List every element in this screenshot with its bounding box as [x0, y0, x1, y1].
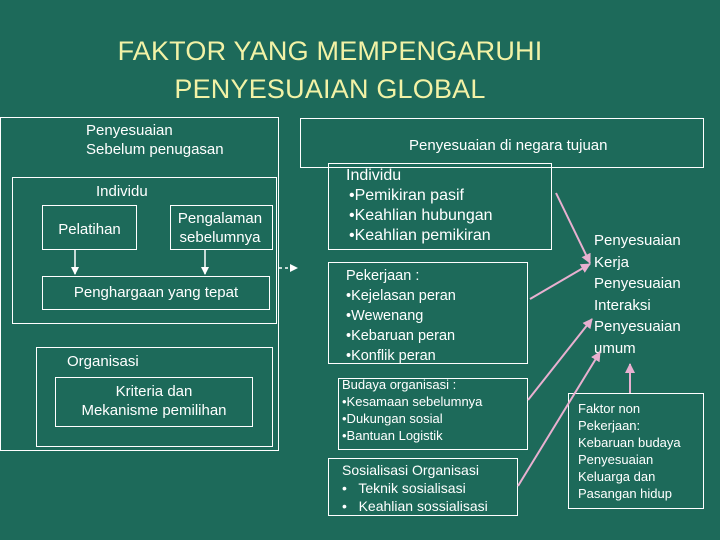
title-line-1: FAKTOR YANG MEMPENGARUHI	[117, 36, 543, 66]
reward-label: Penghargaan yang tepat	[73, 284, 239, 301]
outcome-line: Penyesuaian	[594, 275, 681, 292]
job-item: •Kejelasan peran	[346, 288, 456, 304]
job-to-outcome-arrow	[530, 264, 590, 299]
experience-label-line-2: sebelumnya	[179, 229, 261, 246]
culture-item: •Kesamaan sebelumnya	[342, 394, 483, 409]
non-work-line: Pasangan hidup	[578, 486, 672, 501]
experience-label-line-1: Pengalaman	[177, 210, 263, 227]
outcome-line: Kerja	[594, 253, 630, 271]
host-individual-item: •Keahlian hubungan	[349, 207, 493, 224]
job-label: Pekerjaan :	[346, 268, 420, 284]
socialization-item: • Teknik sosialisasi	[342, 480, 466, 496]
non-work-line: Penyesuaian	[578, 452, 654, 467]
title-line-2: PENYESUAIAN GLOBAL	[174, 74, 486, 104]
culture-to-outcome-arrow	[528, 319, 592, 400]
outcome-line: Penyesuaian	[594, 232, 681, 249]
pre-assignment-heading-line-2: Sebelum penugasan	[86, 141, 224, 158]
selection-label-line-1: Kriteria dan	[115, 383, 193, 400]
culture-item: •Bantuan Logistik	[342, 428, 443, 443]
outcome-line: Penyesuaian	[594, 318, 681, 335]
non-work-line: Faktor non	[578, 401, 641, 416]
individual-label: Individu	[96, 183, 148, 200]
host-individual-item: •Keahlian pemikiran	[349, 227, 491, 244]
organization-label: Organisasi	[67, 353, 139, 370]
socialization-item: • Keahlian sossialisasi	[342, 498, 488, 514]
non-work-line: Kebaruan budaya	[578, 435, 681, 450]
selection-label-line-2: Mekanisme pemilihan	[81, 402, 227, 419]
host-country-heading: Penyesuaian di negara tujuan	[409, 137, 608, 154]
outcome-line: Interaksi	[594, 296, 651, 314]
individual-to-outcome-arrow	[556, 193, 590, 263]
job-item: •Kebaruan peran	[346, 328, 456, 344]
socialization-to-outcome-arrow	[518, 352, 600, 486]
culture-label: Budaya organisasi :	[342, 377, 457, 392]
outcome-line: umum	[594, 339, 636, 357]
host-individual-label: Individu	[346, 167, 402, 184]
non-work-line: Pekerjaan:	[578, 418, 641, 433]
host-individual-item: •Pemikiran pasif	[349, 187, 464, 204]
job-item: •Wewenang	[346, 308, 424, 324]
socialization-label: Sosialisasi Organisasi	[342, 462, 479, 478]
pre-assignment-heading-line-1: Penyesuaian	[86, 122, 173, 139]
culture-item: •Dukungan sosial	[342, 411, 443, 426]
non-work-line: Keluarga dan	[578, 469, 656, 484]
training-label: Pelatihan	[58, 221, 121, 238]
job-item: •Konflik peran	[346, 348, 436, 364]
